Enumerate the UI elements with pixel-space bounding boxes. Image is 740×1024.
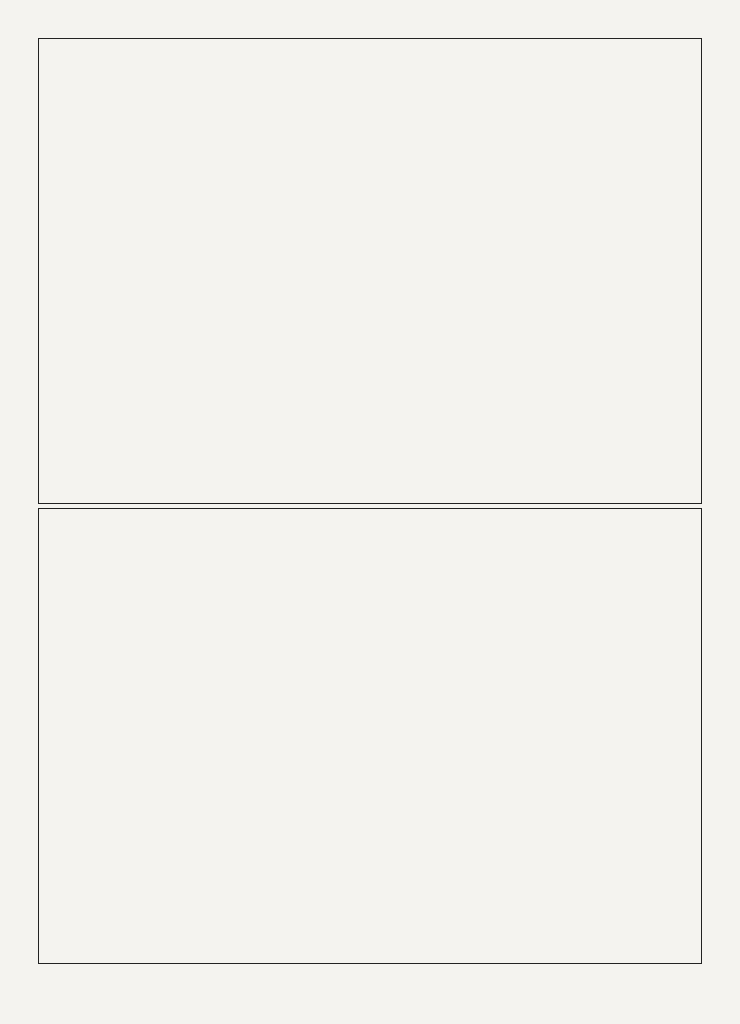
- roster-table-bottom: [38, 508, 702, 964]
- roster-table-top: [38, 38, 702, 504]
